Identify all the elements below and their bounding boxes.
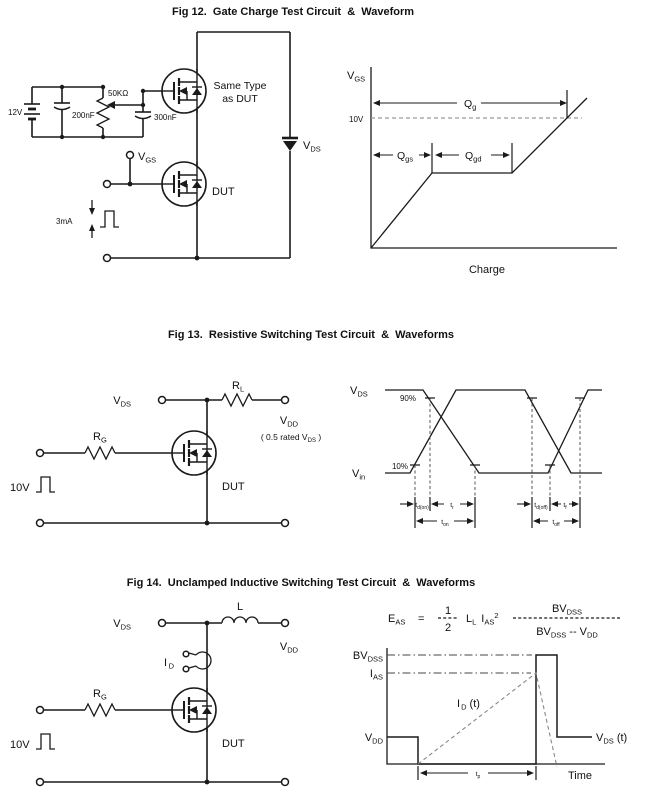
time-axis-label: Time [568,770,593,782]
top-rail [159,394,289,406]
bottom-rail [37,779,289,786]
td-on-dimension [400,501,414,507]
battery-12v-icon [24,104,40,119]
fig14-waveform [330,590,650,792]
vin-trace-label: $V_{in}$ [352,468,366,482]
p10-label: 10% [391,462,408,471]
dut-label: DUT [212,186,235,198]
pulse-waveform-icon [36,734,55,749]
half-numerator: 1 [444,605,452,617]
equals-sign: = [418,613,425,625]
axes [387,648,605,764]
frac-numerator: $BV_{DSS}$ [551,603,583,617]
half-denominator: 2 [444,622,452,634]
vds-trace-label: $V_{DS}$ [350,385,368,399]
ll-ias-term: $L_L$ $I_{AS}^2$ [466,611,499,627]
bottom-rail [37,520,289,527]
vgs-label: $V_{GS}$ [138,151,157,165]
fig12-wiring [104,32,291,262]
vds-diode-symbol [282,138,298,151]
pot-label: 50KΩ [108,89,129,98]
vgs-terminal [127,152,134,187]
dut-label: DUT [222,481,245,493]
vds-t-trace [387,655,592,764]
reference-lines [387,655,532,673]
vdd-label: $V_{DD}$ [364,732,383,746]
cap2-label: 300nF [154,113,177,122]
qg-label: $Q_g$ [464,98,477,112]
eas-lhs: $E_{AS}$ [388,613,406,627]
rg-label: $R_G$ [93,688,107,702]
mosfet-dut-icon [162,162,206,206]
fig14-circuit [0,598,335,792]
rg-label: $R_G$ [93,431,107,445]
fig12-title: Fig 12. Gate Charge Test Circuit & Waveform [171,6,415,18]
ias-label: $I_{AS}$ [369,668,383,682]
eas-equation [388,603,621,640]
qgd-label: $Q_{gd}$ [465,150,482,164]
top-rail [159,617,289,627]
p90-label: 90% [399,394,416,403]
level-ticks [410,398,585,465]
fig13-circuit [0,370,335,545]
vin-trace [385,390,602,473]
fig14-title: Fig 14. Unclamped Inductive Switching Test Circuit & Waveforms [126,577,476,589]
id-label: I $_D$ [164,657,174,671]
level-10v-label: 10V [349,115,364,124]
mirror-label-1: Same Type [213,80,267,92]
input-label: 10V [10,739,30,751]
gate-charge-curve [371,98,587,248]
cap-200nf-icon [54,87,70,137]
input-label: 10V [10,482,30,494]
mosfet-dut-icon [172,688,216,732]
fig13-waveform [340,370,650,540]
dut-label: DUT [222,738,245,750]
vds-label: $V_{DS}$ [113,395,131,409]
charge-axis-label: Charge [468,264,506,276]
ton-label: $t_{on}$ [441,519,449,528]
pulse-waveform-icon [36,477,55,492]
tp-label: $t_p$ [475,771,481,780]
td-off-label: $t_{d(off)}$ [534,502,548,511]
mirror-label-2: as DUT [222,93,258,105]
tr-label: $t_r$ [450,502,454,511]
fig12-circuit [0,28,335,280]
timing-dashed-lines [415,398,580,496]
qgs-label: $Q_{gs}$ [397,150,414,164]
vdd-label: $V_{DD}$ [279,641,299,655]
frac-denominator: $BV_{DSS} -- V_{DD}$ [536,626,598,640]
cap1-label: 200nF [72,111,95,120]
mosfet-dut-icon [172,431,216,475]
fig12-waveform [335,55,650,290]
vds-label: $V_{DS}$ [113,618,131,632]
cap-300nf-icon [135,89,151,137]
td-off-dimension [517,501,531,507]
rl-label: $R_L$ [232,380,245,394]
inductor-label: L [236,601,244,613]
td-on-label: $t_{d(on)}$ [415,502,429,511]
gate-branch [37,704,173,716]
supply-label: 12V [8,108,23,117]
pulse-label: 3mA [56,217,73,226]
toff-label: $t_{off}$ [552,519,560,528]
vds-t-label: $V_{DS}$ (t) [596,732,628,746]
bvdss-label: $BV_{DSS}$ [352,650,383,664]
dut-input-wire [104,181,163,188]
current-pulse-icon [89,200,119,238]
id-t-label: $I_D$ (t) [457,698,480,712]
tf-label: $t_f$ [563,502,567,511]
vgs-axis-label: $V_{GS}$ [347,70,366,84]
mosfet-same-type-icon [162,69,206,113]
gate-branch [37,447,173,459]
fig13-title: Fig 13. Resistive Switching Test Circuit & Waveforms [167,329,455,341]
vds-label: $V_{DS}$ [303,140,321,154]
vdd-note: ( 0.5 rated $V_{DS}$ ) [260,432,322,444]
vdd-label: $V_{DD}$ [279,415,299,429]
